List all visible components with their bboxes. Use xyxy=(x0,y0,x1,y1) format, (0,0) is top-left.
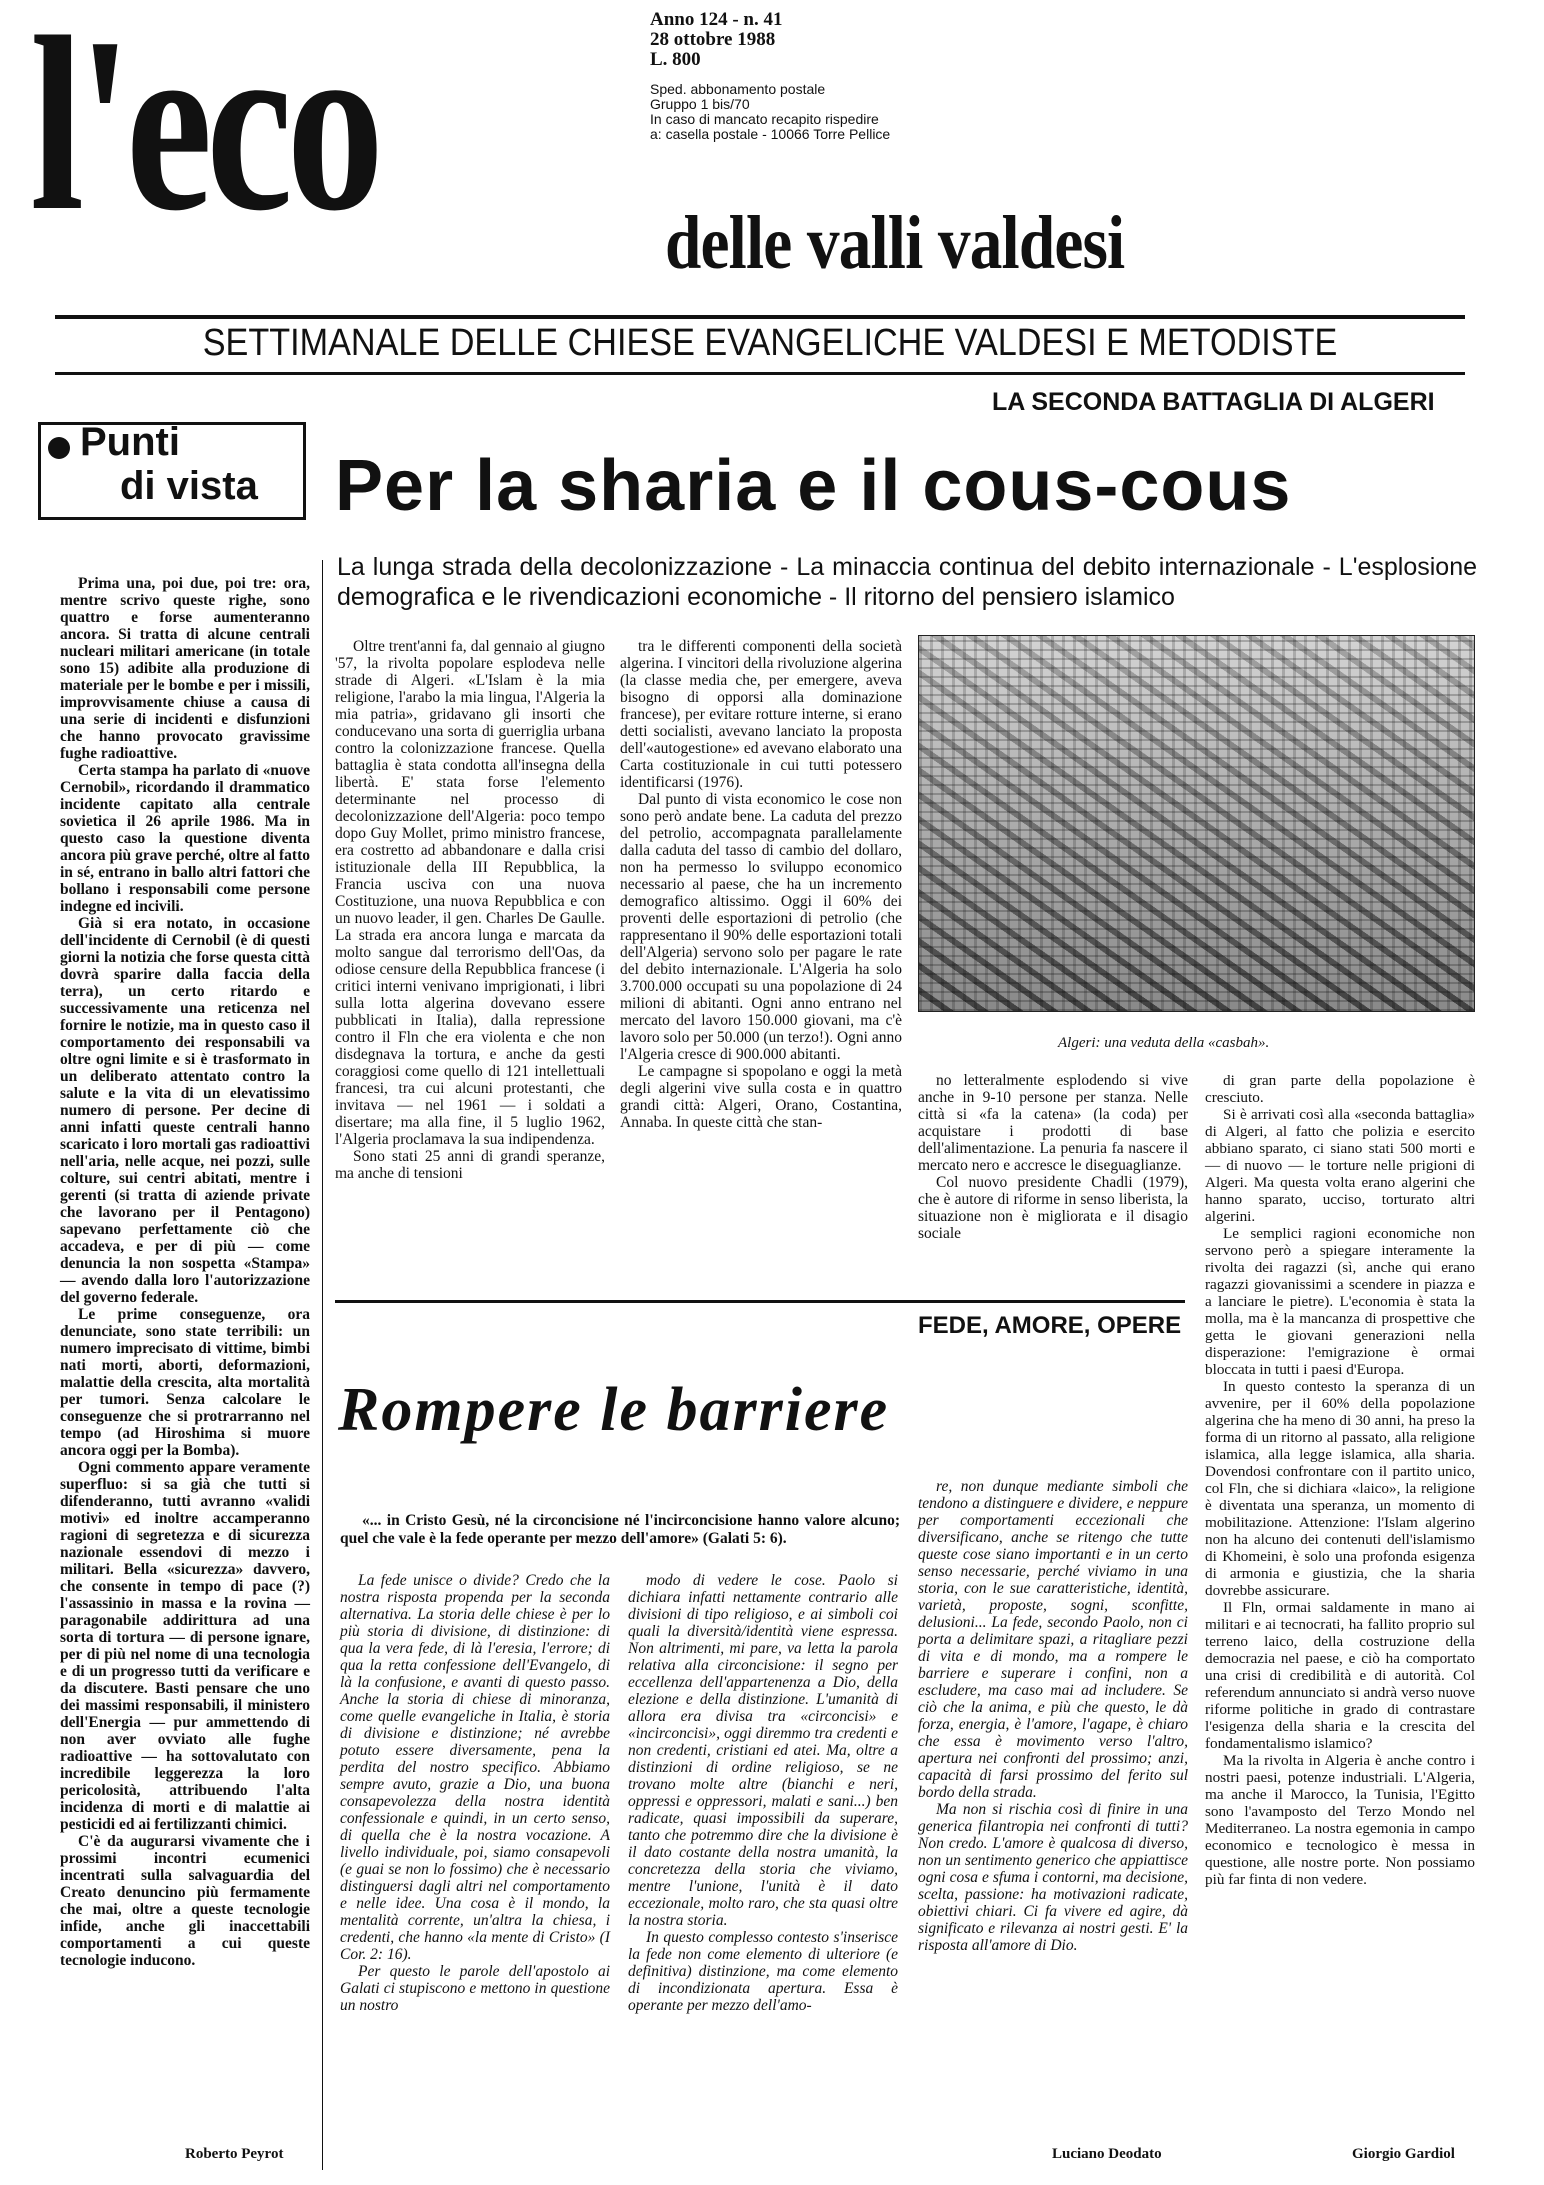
paragraph: no letteralmente esplodendo si vive anche in 9-10 persone per stanza. Nelle città si «fa la catena» (la coda) per acquistare i prodotti di base dell'alimentazione. La penuria fa nascere il mercato nero e accresce le diseguaglianze. xyxy=(918,1072,1188,1174)
paragraph: Ogni commento appare veramente superfluo: si sa già che tutti si difenderanno, tutti avranno «validi motivi» ed inoltre accamperanno ragioni di segretezza e di sicurezza nazionale essendovi di mezzo i militari. Bella «sicurezza» davvero, che consente in tempo di pace (?) l'assassinio in massa e la rovina — paragonabile addirittura ad una sorta di tortura — di persone ignare, per di più nel nome di una tecnologia e di un progresso tutti da verificare e da discutere. Basti pensare che uno dei massimi responsabili, il ministero dell'Energia — pur ammettendo di non aver ovviato alle fughe radioattive — ha sottovalutato con incredibile leggerezza la loro pericolosità, attribuendo l'alta incidenza di morti e di malattie ai pesticidi ed ai fertilizzanti chimici. xyxy=(60,1459,310,1833)
postal-line: a: casella postale - 10066 Torre Pellice xyxy=(650,126,891,142)
column-divider xyxy=(322,560,323,2170)
masthead-tagline: SETTIMANALE DELLE CHIESE EVANGELICHE VALDESI E METODISTE xyxy=(202,322,1338,364)
issue-number: Anno 124 - n. 41 xyxy=(650,9,783,30)
paragraph: Certa stampa ha parlato di «nuove Cernobil», ricordando il drammatico incidente capitato alla centrale sovietica il 26 aprile 1986. Ma in questo caso la questione diventa ancora più grave perché, oltre al fatto in sé, entrano in ballo altri fattori che bollano i responsabili come persone indegne ed incivili. xyxy=(60,762,310,915)
punti-di-vista-label xyxy=(60,420,258,508)
paragraph: Prima una, poi due, poi tre: ora, mentre scrivo queste righe, sono quattro e forse aumenteranno ancora. Si tratta di alcune centrali nucleari militari americane (in totale sono 15) adibite alla produzione di materiale per le bombe e per i missili, improvvisamente chiuse a causa di una serie di incidenti e disfunzioni che hanno provocato gravissime fughe radioattive. xyxy=(60,575,310,762)
paragraph: Le campagne si spopolano e oggi la metà degli algerini vive sulla costa e in quattro grandi città: Algeri, Orano, Costantina, Annaba. In queste città che stan- xyxy=(620,1063,902,1131)
paragraph: Già si era notato, in occasione dell'incidente di Cernobil (è di questi giorni la notizia che forse questa città dovrà sparire dalla faccia della terra), un certo ritardo e successivamente una reticenza nel fornire le notizie, ma in questo caso il comportamento dei responsabili va oltre ogni limite e si è trasformato in un deliberato attentato contro la salute e la vita di un elevatissimo numero di persone. Per decine di anni infatti queste centrali hanno scaricato i loro mortali gas radioattivi nell'aria, nelle acque, nei pozzi, sulle colture, sui centri abitati, mentre i gerenti (si tratta di aziende private che lavorano per il Pentagono) sapevano perfettamente ciò che accadeva, e per di più — come denuncia la non sospetta «Stampa» — avendo dalla loro l'autorizzazione del governo federale. xyxy=(60,915,310,1306)
article2-column-3 xyxy=(918,1478,1188,1954)
paragraph: Si è arrivati così alla «seconda battaglia» di Algeri, al fatto che polizia e esercito abbiano sparato, ci siano stati 500 morti e — di nuovo — le torture nelle prigioni di Algeri. Ma questa volta erano algerini che hanno sparato, ucciso, torturato altri algerini. xyxy=(1205,1106,1475,1225)
paragraph: Dal punto di vista economico le cose non sono però andate bene. La caduta del prezzo del petrolio, accompagnata parallelamente dalla caduta del tasso di cambio del dollaro, non ha permesso lo sviluppo economico necessario al paese, che ha un incremento demografico altissimo. Oggi il 60% dei proventi delle esportazioni di petrolio (che rappresentano il 90% delle esportazioni totali dell'Algeria) servono solo per pagare le rate del debito internazionale. L'Algeria ha solo 3.700.000 occupati su una popolazione di 24 milioni di abitanti. Ogni anno entrano nel mercato del lavoro 150.000 giovani, ma c'è lavoro solo per 50.000 (un terzo!). Ogni anno l'Algeria cresce di 900.000 abitanti. xyxy=(620,791,902,1063)
paragraph: modo di vedere le cose. Paolo si dichiara infatti nettamente contrario alle divisioni di tipo religioso, e ai simboli coi quali la diversità/identità viene espressa. Non altrimenti, mi pare, va letta la parola relativa alla circoncisione: il segno per eccellenza dell'appartenenza a Dio, della elezione e della distinzione. L'umanità di allora era divisa tra «circoncisi» e «incirconcisi», oggi diremmo tra credenti e non credenti, cristiani ed atei. Ma, oltre a distinzioni di ordine religioso, se ne trovano molte altre (bianchi e neri, oppressi e oppressori, malati e sani...) ben radicate, quasi impossibili da superare, tanto che potremmo dire che la divisione è il dato costante della nostra umanità, la concretezza della storia che viviamo, mentre l'unione, l'unità è il dato eccezionale, molto raro, che sta quasi oltre la nostra storia. xyxy=(628,1572,898,1929)
paragraph: Sono stati 25 anni di grandi speranze, ma anche di tensioni xyxy=(335,1148,605,1182)
article1-column-3 xyxy=(918,1072,1188,1242)
article1-headline: Per la sharia e il cous-cous xyxy=(335,446,1292,526)
punti-di-vista-byline: Roberto Peyrot xyxy=(185,2146,284,2162)
issue-date: 28 ottobre 1988 xyxy=(650,29,776,50)
label-line: Punti xyxy=(80,420,180,464)
postal-line: In caso di mancato recapito rispedire xyxy=(650,111,879,127)
masthead-logo: l'eco xyxy=(30,0,378,263)
postal-line: Sped. abbonamento postale xyxy=(650,81,826,97)
postal-info xyxy=(650,82,890,142)
article1-column-1 xyxy=(335,638,605,1182)
paragraph: Le semplici ragioni economiche non servono però a spiegare interamente la rivolta dei ragazzi (sì, anche qui erano ragazzi giovanissimi a scendere in piazza e a lanciare le pietre). L'economia è stata la molla, ma è la mancanza di prospettive che getta le giovani generazioni nella disperazione: l'emigrazione è ormai bloccata in tutti i paesi d'Europa. xyxy=(1205,1225,1475,1378)
article2-byline: Luciano Deodato xyxy=(1052,2146,1162,2162)
paragraph: Oltre trent'anni fa, dal gennaio al giugno '57, la rivolta popolare esplodeva nelle strade di Algeri. «L'Islam è la mia religione, l'arabo la mia lingua, l'Algeria la mia patria», gridavano gli insorti che conducevano una sorta di guerriglia urbana contro la colonizzazione francese. Quella battaglia è stata condotta all'insegna della libertà. E' stata forse l'elemento determinante nel processo di decolonizzazione dell'Algeria: poco tempo dopo Guy Mollet, primo ministro francese, era costretto ad abbandonare e dalla crisi istituzionale della III Repubblica, la Francia usciva con una nuova Costituzione, una nuova Repubblica e con un nuovo leader, il gen. Charles De Gaulle. La strada era ancora lunga e marcata da molto sangue dal terrorismo dell'Oas, da odiose censure della Repubblica francese (i critici interni venivano imprigionati, i libri sulla lotta algerina dovevano essere pubblicati in Italia), dalla repressione contro il Fln che era violenta e che non disdegnava la tortura, e anche da gesti coraggiosi come quello di 121 intellettuali francesi, tra cui alcuni protestanti, che invitava — nel 1961 — i soldati a disertare; ma alla fine, il 5 luglio 1962, l'Algeria proclamava la sua indipendenza. xyxy=(335,638,605,1148)
masthead-rule-top xyxy=(55,315,1465,319)
issue-price: L. 800 xyxy=(650,49,701,70)
masthead-rule-bottom xyxy=(55,372,1465,375)
paragraph: Il Fln, ormai saldamente in mano ai militari e ai tecnocrati, ha fallito proprio sul terreno laico, della costruzione della democrazia nel paese, e ciò ha comportato una crisi di credibilità e di autorità. Col referendum annunciato si andrà verso nuove riforme politiche in grado di contrastare l'esigenza della sharia e la crescita del fondamentalismo islamico? xyxy=(1205,1599,1475,1752)
article2-kicker: FEDE, AMORE, OPERE xyxy=(918,1312,1182,1339)
paragraph: In questo contesto la speranza di un avvenire, per il 60% della popolazione algerina che ha meno di 30 anni, ha preso la forma di un ritorno al passato, alla religione islamica, alla legge islamica, alla sharia. Dovendosi confrontare con il partito unico, col Fln, che si dichiara «laico», la religione è diventata una speranza, un momento di mobilitazione. Attenzione: l'Islam algerino non ha alcuno dei contenuti dell'islamismo di Khomeini, è solo una profonda esigenza di armonia e giustizia, che la sharia dovrebbe assicurare. xyxy=(1205,1378,1475,1599)
article1-kicker: LA SECONDA BATTAGLIA DI ALGERI xyxy=(992,388,1435,416)
article2-headline: Rompere le barriere xyxy=(338,1376,890,1444)
paragraph: Ma la rivolta in Algeria è anche contro i nostri paesi, potenze industriali. L'Algeria, ma anche il Marocco, la Tunisia, l'Egitto sono l'avamposto del Terzo Mondo nel Mediterraneo. La nostra egemonia in campo economico e tecnologico è messa in questione, alle nostre porte. Non possiamo più far finta di non vedere. xyxy=(1205,1752,1475,1888)
paragraph: Col nuovo presidente Chadli (1979), che è autore di riforme in senso liberista, la situazione non è migliorata e il disagio sociale xyxy=(918,1174,1188,1242)
casbah-photo xyxy=(918,635,1475,1012)
article1-column-2 xyxy=(620,638,902,1131)
article2-column-2 xyxy=(628,1572,898,2014)
paragraph: di gran parte della popolazione è cresciuto. xyxy=(1205,1072,1475,1106)
paragraph: La fede unisce o divide? Credo che la nostra risposta propenda per la seconda alternativa. La storia delle chiese è per lo più storia di divisione, di distinzione: di qua la vera fede, di là l'eresia, l'errore; di qua la retta confessione dell'Evangelo, di là la confusione, e avanti di questo passo. Anche la storia di chiese di minoranza, come quelle evangeliche in Italia, è storia di divisione e distinzione; né avrebbe potuto essere diversamente, pena la perdita del nostro specifico. Abbiamo sempre avuto, grazie a Dio, una buona consapevolezza della nostra identità confessionale e quindi, in un certo senso, di quella che è la nostra vocazione. A livello individuale, poi, siamo consapevoli (e guai se non lo fossimo) che è necessario distinguersi dagli altri nel comportamento e nelle idee. Una cosa è il mondo, la mentalità corrente, un'altra la chiesa, i credenti, che hanno «la mente di Cristo» (I Cor. 2: 16). xyxy=(340,1572,610,1963)
paragraph: In questo complesso contesto s'inserisce la fede non come elemento di ulteriore (e definitiva) distinzione, ma come elemento di incondizionata apertura. Essa è operante per mezzo dell'amo- xyxy=(628,1929,898,2014)
issue-info xyxy=(650,10,783,70)
article2-column-1 xyxy=(340,1572,610,2014)
postal-line: Gruppo 1 bis/70 xyxy=(650,96,750,112)
punti-di-vista-text xyxy=(60,575,310,1969)
paragraph: re, non dunque mediante simboli che tendono a distinguere e dividere, e neppure per comportamenti eccezionali che diversificano, anche se ritengo che tutte queste cose siano importanti e in un certo senso necessarie, perché viviamo in una storia, con le sue caratteristiche, identità, varietà, proposte, sogni, sconfitte, delusioni... La fede, secondo Paolo, non ci porta a delimitare spazi, a ritagliare pezzi di vita e di mondo, ma a rompere le barriere e superare i confini, non a escludere, ma caso mai ad includere. Se ciò che la anima, e più che questo, le dà forza, energia, è l'amore, l'agape, è chiaro che essa è movimento verso l'altro, apertura nei confronti del prossimo; anzi, capacità di farsi prossimo del ferito sul bordo della strada. xyxy=(918,1478,1188,1801)
article2-epigraph: «... in Cristo Gesù, né la circoncisione né l'incirconcisione hanno valore alcuno; quel che vale è la fede operante per mezzo dell'amore» (Galati 5: 6). xyxy=(340,1512,900,1547)
label-line: di vista xyxy=(120,464,258,508)
article1-column-4 xyxy=(1205,1072,1475,1888)
paragraph: C'è da augurarsi vivamente che i prossimi incontri ecumenici incentrati sulla salvaguardia del Creato denuncino più fermamente che mai, oltre a queste tecnologie infide, anche gli inaccettabili comportamenti a cui queste tecnologie inducono. xyxy=(60,1833,310,1969)
paragraph: Ma non si rischia così di finire in una generica filantropia nei confronti di tutti? Non credo. L'amore è qualcosa di diverso, non un sentimento generico che appiattisce ogni cosa e sfuma i contorni, ma decisione, scelta, passione: ha motivazioni radicate, obiettivi chiari. Ci fa vivere ed agire, dà significato e rilevanza ai nostri gesti. E' la risposta all'amore di Dio. xyxy=(918,1801,1188,1954)
paragraph: tra le differenti componenti della società algerina. I vincitori della rivoluzione algerina (la classe media che, per emergere, aveva bisogno di opporsi alla dominazione francese), per evitare rotture interne, si erano detti socialisti, avevano lanciato la proposta dell'«autogestione» ed avevano elaborato una Carta costituzionale in cui tutti potessero identificarsi (1976). xyxy=(620,638,902,791)
article1-byline: Giorgio Gardiol xyxy=(1352,2146,1455,2162)
article1-deck: La lunga strada della decolonizzazione - La minaccia continua del debito internazionale - L'esplosione demografica e le rivendicazioni economiche - Il ritorno del pensiero islamico xyxy=(337,553,1477,611)
photo-caption: Algeri: una veduta della «casbah». xyxy=(1058,1035,1270,1051)
paragraph: Per questo le parole dell'apostolo ai Galati ci stupiscono e mettono in questione un nostro xyxy=(340,1963,610,2014)
paragraph: Le prime conseguenze, ora denunciate, sono state terribili: un numero imprecisato di vittime, bimbi nati morti, aborti, deformazioni, malattie della crescita, alta mortalità per tumori. Senza calcolare le conseguenze che si protrarranno nel tempo (ad Hiroshima si muore ancora oggi per la Bomba). xyxy=(60,1306,310,1459)
section-rule xyxy=(335,1300,1185,1303)
masthead-subtitle: delle valli valdesi xyxy=(665,201,1125,285)
